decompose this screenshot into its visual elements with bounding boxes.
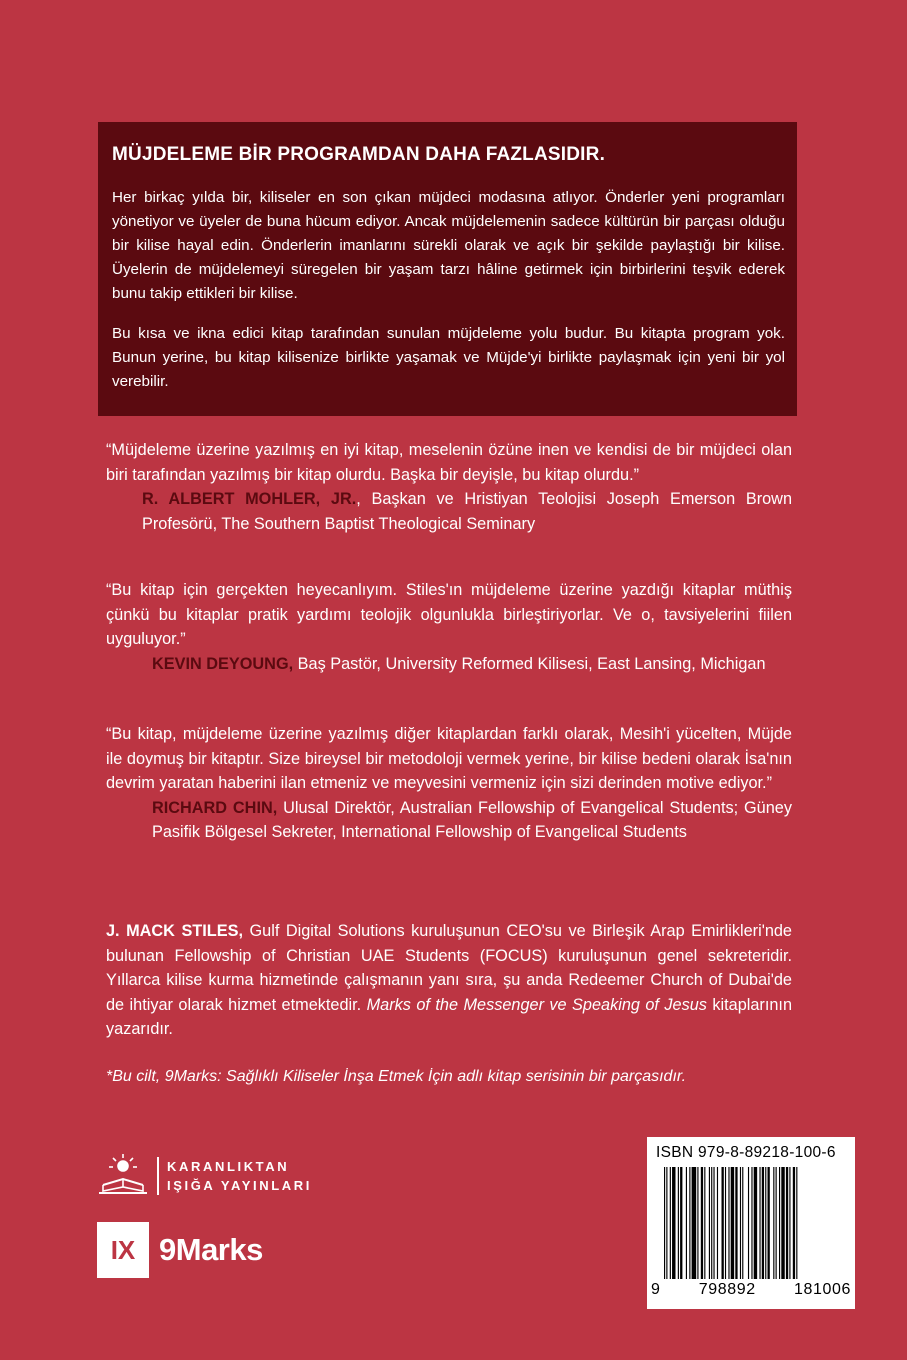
barcode-bar	[722, 1167, 724, 1279]
barcode-bar	[728, 1167, 729, 1279]
barcode-bar	[776, 1167, 777, 1279]
barcode-bars	[664, 1167, 848, 1283]
endorser-title: Baş Pastör, University Reformed Kilisesi, East Lansing, Michigan	[293, 654, 766, 673]
endorsement-attribution	[106, 652, 792, 677]
endorsement-text: “Müjdeleme üzerine yazılmış en iyi kitap, meselenin özüne inen ve kendisi de bir müjdeci olan biri tarafından yazılmış bir kitap olurdu. Başka bir deyişle, bu kitap olurdu.”	[106, 441, 792, 484]
endorser-name: RICHARD CHIN,	[152, 798, 278, 817]
box-heading: MÜJDELEME BİR PROGRAMDAN DAHA FAZLASIDIR.	[112, 144, 606, 165]
barcode-bar	[789, 1167, 790, 1279]
endorsement-attribution	[106, 487, 792, 536]
barcode-bar	[765, 1167, 766, 1279]
author-name: J. MACK STILES,	[106, 922, 243, 940]
barcode-bar	[793, 1167, 795, 1279]
publisher-line-2: IŞIĞA YAYINLARI	[167, 1178, 312, 1193]
barcode-bar	[717, 1167, 718, 1279]
endorsement-text: “Bu kitap, müjdeleme üzerine yazılmış diğer kitaplardan farklı olarak, Mesih'i yücelten, Müjde ile doymuş bir kitaptır. Size bireysel bir metodoloji vermek yerine, bir kilise bedeni olarak İsa'nın devrim yaratan haberini ilan etmeniz ve meyvesini vermeniz için sizi derinden motive ediyor.”	[106, 725, 792, 792]
endorsement-deyoung	[106, 578, 792, 676]
bio-books: Marks of the Messenger ve Speaking of Jesus	[366, 995, 707, 1014]
barcode-bar	[678, 1167, 679, 1279]
bio-text-2: kitaplarının yazarıdır.	[106, 995, 792, 1038]
barcode-bar	[664, 1167, 665, 1279]
endorsement-chin	[106, 722, 792, 845]
barcode-bar	[672, 1167, 675, 1279]
isbn-first-digit: 9	[651, 1281, 661, 1298]
publisher-logo	[97, 1153, 357, 1205]
barcode-bar	[773, 1167, 774, 1279]
isbn-right-group: 181006	[794, 1281, 851, 1298]
box-paragraph-2: Bu kısa ve ikna edici kitap tarafından sunulan müjdeleme yolu budur. Bu kitapta program yok. Bunun yerine, bu kitap kilisenize birlikte yaşamak ve Müjde'yi birlikte paylaşmak için yeni bir yol verebilir.	[112, 325, 785, 390]
barcode-bar	[768, 1167, 770, 1279]
barcode-bar	[735, 1167, 737, 1279]
barcode-bar	[742, 1167, 743, 1279]
barcode-bar	[759, 1167, 760, 1279]
barcode-bar	[786, 1167, 788, 1279]
barcode-bar	[689, 1167, 690, 1279]
barcode-bar	[692, 1167, 697, 1279]
barcode-bar	[711, 1167, 712, 1279]
barcode-bar	[680, 1167, 682, 1279]
barcode-bar	[754, 1167, 757, 1279]
ninemarks-logo	[97, 1222, 297, 1278]
isbn-label: ISBN 979-8-89218-100-6	[656, 1144, 836, 1161]
publisher-line-1: KARANLIKTAN	[167, 1159, 290, 1174]
barcode-bar	[731, 1167, 734, 1279]
bio-text-1: Gulf Digital Solutions kuruluşunun CEO'su ve Birleşik Arap Emirlikleri'nde bulunan Fellowship of Christian UAE Students (FOCUS) kuruluşunun genel sekreteridir. Yıllarca kilise kurma hizmetinde çalışmanın yanı sıra, şu anda Redeemer Church of Dubai'de de ihtiyar olarak hizmet etmektedir.	[106, 922, 792, 1014]
endorsement-mohler	[106, 438, 792, 536]
barcode-bar	[704, 1167, 705, 1279]
barcode-bar	[701, 1167, 703, 1279]
isbn-left-group: 798892	[698, 1281, 756, 1298]
barcode-bar	[713, 1167, 714, 1279]
barcode-bar	[751, 1167, 752, 1279]
barcode-bar	[762, 1167, 764, 1279]
endorser-name: R. ALBERT MOHLER, JR.	[142, 490, 357, 508]
barcode-bar	[709, 1167, 710, 1279]
publisher-name	[157, 1157, 312, 1195]
barcode-bar	[686, 1167, 687, 1279]
author-bio	[106, 919, 792, 1042]
box-paragraph-1: Her birkaç yılda bir, kiliseler en son çıkan müjdeci modasına atlıyor. Önderler yeni programları yönetiyor ve üyeler de buna hücum ediyor. Ancak müjdelemenin sadece kültürün bir parçası olduğu bir kilise hayal edin. Önderlerin imanlarını sürekli olarak ve açık bir şekilde paylaştığı bir kilise. Üyelerin de müjdelemeyi süregelen bir yaşam tarzı hâline getirmek için birbirlerini teşvik ederek bunu takip ettikleri bir kilise.	[112, 189, 785, 302]
endorsement-text: “Bu kitap için gerçekten heyecanlıyım. Stiles'ın müjdeleme üzerine yazdığı kitaplar müthiş çünkü bu kitaplar pratik yardımı teolojik olgunlukla birleştiriyorlar. Ve o, tavsiyelerini fiilen uyguluyor.”	[106, 581, 792, 648]
endorser-title: , Başkan ve Hristiyan Teolojisi Joseph Emerson Brown Profesörü, The Southern Baptist Theological Seminary	[142, 490, 792, 533]
barcode-bar	[740, 1167, 741, 1279]
endorsement-attribution	[106, 796, 792, 845]
reader-lamp-icon	[97, 1153, 149, 1199]
barcode-bar	[725, 1167, 726, 1279]
series-note: *Bu cilt, 9Marks: Sağlıklı Kiliseler İnşa Etmek İçin adlı kitap serisinin bir parçasıdır.	[106, 1068, 687, 1085]
barcode-bar	[748, 1167, 749, 1279]
isbn-barcode	[647, 1137, 855, 1309]
endorser-title: Ulusal Direktör, Australian Fellowship of Evangelical Students; Güney Pasifik Bölgesel Sekreter, International Fellowship of Evangelical Students	[152, 798, 792, 841]
barcode-bar	[796, 1167, 797, 1279]
description-box	[98, 122, 797, 416]
barcode-bar	[666, 1167, 667, 1279]
barcode-bar	[697, 1167, 698, 1279]
barcode-bar	[781, 1167, 784, 1279]
ix-mark-icon: IX	[97, 1222, 149, 1278]
ninemarks-label: 9Marks	[159, 1232, 263, 1267]
barcode-bar	[670, 1167, 671, 1279]
endorser-name: KEVIN DEYOUNG,	[152, 654, 294, 673]
isbn-digits	[651, 1281, 851, 1299]
barcode-bar	[779, 1167, 780, 1279]
